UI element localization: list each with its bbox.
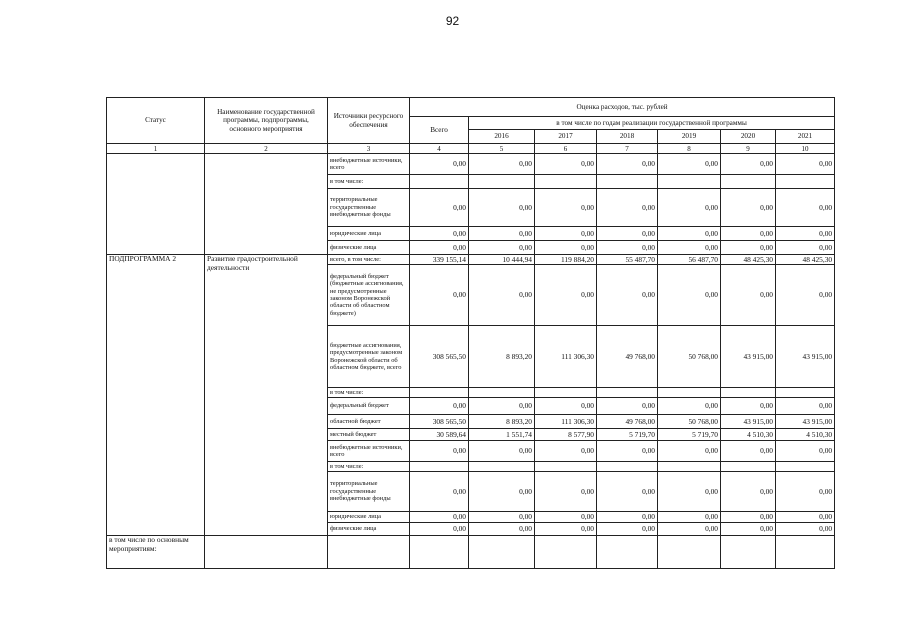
amount-cell: 0,00 <box>535 472 597 512</box>
amount-cell <box>469 388 535 398</box>
amount-cell: 0,00 <box>410 189 469 227</box>
status-cell <box>107 154 205 255</box>
empty-cell <box>776 536 835 569</box>
column-index: 5 <box>469 144 535 154</box>
amount-cell: 43 915,00 <box>776 326 835 388</box>
amount-cell: 0,00 <box>658 227 721 241</box>
amount-cell: 50 768,00 <box>658 415 721 429</box>
amount-cell: 0,00 <box>721 241 776 255</box>
funding-source: федеральный бюджет <box>328 398 410 415</box>
amount-cell <box>721 462 776 472</box>
empty-cell <box>205 536 328 569</box>
amount-cell: 0,00 <box>776 265 835 326</box>
funding-source: юридические лица <box>328 227 410 241</box>
amount-cell: 0,00 <box>597 512 658 523</box>
column-index: 1 <box>107 144 205 154</box>
amount-cell: 0,00 <box>410 441 469 462</box>
amount-cell: 0,00 <box>597 472 658 512</box>
amount-cell: 0,00 <box>597 523 658 536</box>
amount-cell: 0,00 <box>776 472 835 512</box>
amount-cell: 0,00 <box>469 189 535 227</box>
header-year: 2016 <box>469 130 535 144</box>
funding-source: федеральный бюджет (бюджетные ассигнования, не предусмотренные законом Воронежской области об областном бюджете) <box>328 265 410 326</box>
amount-cell: 0,00 <box>410 265 469 326</box>
empty-cell <box>658 536 721 569</box>
table-row <box>107 255 835 265</box>
amount-cell: 0,00 <box>721 441 776 462</box>
header-sources: Источники ресурсного обеспечения <box>328 98 410 144</box>
funding-source: физические лица <box>328 241 410 255</box>
empty-cell <box>597 536 658 569</box>
amount-cell: 0,00 <box>658 472 721 512</box>
amount-cell: 0,00 <box>776 227 835 241</box>
header-year: 2020 <box>721 130 776 144</box>
amount-cell <box>597 388 658 398</box>
amount-cell: 8 893,20 <box>469 415 535 429</box>
amount-cell: 4 510,30 <box>776 429 835 441</box>
amount-cell: 0,00 <box>721 189 776 227</box>
amount-cell <box>597 175 658 189</box>
amount-cell: 0,00 <box>469 241 535 255</box>
amount-cell: 0,00 <box>469 523 535 536</box>
amount-cell: 0,00 <box>410 512 469 523</box>
amount-cell: 0,00 <box>597 441 658 462</box>
amount-cell: 0,00 <box>721 265 776 326</box>
amount-cell: 0,00 <box>469 265 535 326</box>
amount-cell: 30 589,64 <box>410 429 469 441</box>
amount-cell: 308 565,50 <box>410 415 469 429</box>
funding-source: внебюджетные источники, всего <box>328 441 410 462</box>
amount-cell: 111 306,30 <box>535 326 597 388</box>
funding-source: физические лица <box>328 523 410 536</box>
amount-cell <box>469 462 535 472</box>
amount-cell: 0,00 <box>658 154 721 175</box>
amount-cell <box>410 175 469 189</box>
header-year: 2019 <box>658 130 721 144</box>
amount-cell: 0,00 <box>721 398 776 415</box>
amount-cell: 43 915,00 <box>721 415 776 429</box>
amount-cell: 8 893,20 <box>469 326 535 388</box>
amount-cell <box>721 175 776 189</box>
amount-cell: 0,00 <box>535 154 597 175</box>
funding-source: территориальные государственные внебюджетные фонды <box>328 472 410 512</box>
amount-cell: 0,00 <box>597 227 658 241</box>
amount-cell: 5 719,70 <box>658 429 721 441</box>
amount-cell: 0,00 <box>469 154 535 175</box>
amount-cell: 0,00 <box>658 523 721 536</box>
amount-cell: 0,00 <box>535 512 597 523</box>
amount-cell <box>597 462 658 472</box>
amount-cell <box>658 388 721 398</box>
amount-cell <box>535 388 597 398</box>
header-year: 2021 <box>776 130 835 144</box>
amount-cell: 0,00 <box>597 189 658 227</box>
amount-cell: 0,00 <box>658 398 721 415</box>
funding-source: в том числе: <box>328 462 410 472</box>
header-estimate: Оценка расходов, тыс. рублей <box>410 98 835 117</box>
amount-cell: 0,00 <box>776 189 835 227</box>
amount-cell: 43 915,00 <box>776 415 835 429</box>
header-total: Всего <box>410 117 469 144</box>
amount-cell: 1 551,74 <box>469 429 535 441</box>
amount-cell <box>721 388 776 398</box>
amount-cell <box>776 175 835 189</box>
subprogram-name: Развитие градостроительной деятельности <box>205 255 328 536</box>
amount-cell: 0,00 <box>535 241 597 255</box>
amount-cell <box>535 462 597 472</box>
amount-cell: 0,00 <box>721 512 776 523</box>
amount-cell: 0,00 <box>658 265 721 326</box>
amount-cell: 0,00 <box>535 523 597 536</box>
empty-cell <box>535 536 597 569</box>
page-number: 92 <box>445 14 460 28</box>
amount-cell: 111 306,30 <box>535 415 597 429</box>
funding-source: юридические лица <box>328 512 410 523</box>
amount-cell: 0,00 <box>721 227 776 241</box>
header-status: Статус <box>107 98 205 144</box>
amount-cell <box>658 462 721 472</box>
table-row <box>107 154 835 175</box>
empty-cell <box>721 536 776 569</box>
amount-cell: 0,00 <box>469 472 535 512</box>
empty-cell <box>328 536 410 569</box>
amount-cell: 0,00 <box>469 441 535 462</box>
amount-cell: 0,00 <box>410 241 469 255</box>
amount-cell: 10 444,94 <box>469 255 535 265</box>
column-index: 4 <box>410 144 469 154</box>
empty-cell <box>410 536 469 569</box>
amount-cell <box>535 175 597 189</box>
amount-cell: 308 565,50 <box>410 326 469 388</box>
amount-cell <box>776 388 835 398</box>
amount-cell <box>410 462 469 472</box>
subprogram-status: ПОДПРОГРАММА 2 <box>107 255 205 536</box>
funding-source: в том числе: <box>328 388 410 398</box>
amount-cell: 0,00 <box>658 512 721 523</box>
main-activities-label: в том числе по основным мероприятиям: <box>107 536 205 569</box>
header-year: 2017 <box>535 130 597 144</box>
amount-cell: 0,00 <box>721 523 776 536</box>
amount-cell: 0,00 <box>776 154 835 175</box>
amount-cell: 56 487,70 <box>658 255 721 265</box>
amount-cell: 0,00 <box>776 241 835 255</box>
amount-cell: 4 510,30 <box>721 429 776 441</box>
funding-source: территориальные государственные внебюджетные фонды <box>328 189 410 227</box>
amount-cell: 0,00 <box>535 265 597 326</box>
empty-cell <box>469 536 535 569</box>
amount-cell: 49 768,00 <box>597 326 658 388</box>
funding-source: в том числе: <box>328 175 410 189</box>
amount-cell: 0,00 <box>469 398 535 415</box>
amount-cell: 55 487,70 <box>597 255 658 265</box>
amount-cell: 0,00 <box>721 472 776 512</box>
amount-cell: 0,00 <box>597 154 658 175</box>
amount-cell: 49 768,00 <box>597 415 658 429</box>
funding-source: бюджетные ассигнования, предусмотренные законом Воронежской области об областном бюджете, всего <box>328 326 410 388</box>
header-year: 2018 <box>597 130 658 144</box>
amount-cell: 339 155,14 <box>410 255 469 265</box>
funding-source: всего, в том числе: <box>328 255 410 265</box>
table-row <box>107 536 835 569</box>
amount-cell: 0,00 <box>410 523 469 536</box>
column-index: 8 <box>658 144 721 154</box>
amount-cell <box>469 175 535 189</box>
column-index: 3 <box>328 144 410 154</box>
column-index-row <box>107 144 835 154</box>
amount-cell: 0,00 <box>658 241 721 255</box>
amount-cell: 48 425,30 <box>776 255 835 265</box>
amount-cell <box>410 388 469 398</box>
expenses-table <box>106 97 835 569</box>
column-index: 9 <box>721 144 776 154</box>
amount-cell: 0,00 <box>776 523 835 536</box>
header-by-years: в том числе по годам реализации государственной программы <box>469 117 835 130</box>
amount-cell: 0,00 <box>469 227 535 241</box>
amount-cell: 0,00 <box>721 154 776 175</box>
amount-cell: 0,00 <box>597 241 658 255</box>
amount-cell: 0,00 <box>469 512 535 523</box>
funding-source: областной бюджет <box>328 415 410 429</box>
amount-cell: 0,00 <box>410 472 469 512</box>
amount-cell: 50 768,00 <box>658 326 721 388</box>
amount-cell: 119 884,20 <box>535 255 597 265</box>
amount-cell: 0,00 <box>597 398 658 415</box>
amount-cell: 0,00 <box>776 441 835 462</box>
column-index: 10 <box>776 144 835 154</box>
name-cell <box>205 154 328 255</box>
amount-cell: 0,00 <box>658 189 721 227</box>
column-index: 2 <box>205 144 328 154</box>
amount-cell: 0,00 <box>535 398 597 415</box>
amount-cell: 8 577,90 <box>535 429 597 441</box>
column-index: 7 <box>597 144 658 154</box>
amount-cell: 0,00 <box>658 441 721 462</box>
amount-cell: 0,00 <box>597 265 658 326</box>
amount-cell <box>658 175 721 189</box>
funding-source: внебюджетные источники, всего <box>328 154 410 175</box>
column-index: 6 <box>535 144 597 154</box>
amount-cell: 0,00 <box>776 398 835 415</box>
amount-cell: 0,00 <box>535 441 597 462</box>
amount-cell: 0,00 <box>410 154 469 175</box>
amount-cell: 0,00 <box>410 398 469 415</box>
amount-cell <box>776 462 835 472</box>
amount-cell: 43 915,00 <box>721 326 776 388</box>
amount-cell: 5 719,70 <box>597 429 658 441</box>
funding-source: местный бюджет <box>328 429 410 441</box>
amount-cell: 0,00 <box>535 189 597 227</box>
amount-cell: 48 425,30 <box>721 255 776 265</box>
amount-cell: 0,00 <box>410 227 469 241</box>
header-name: Наименование государственной программы, подпрограммы, основного мероприятия <box>205 98 328 144</box>
amount-cell: 0,00 <box>535 227 597 241</box>
amount-cell: 0,00 <box>776 512 835 523</box>
